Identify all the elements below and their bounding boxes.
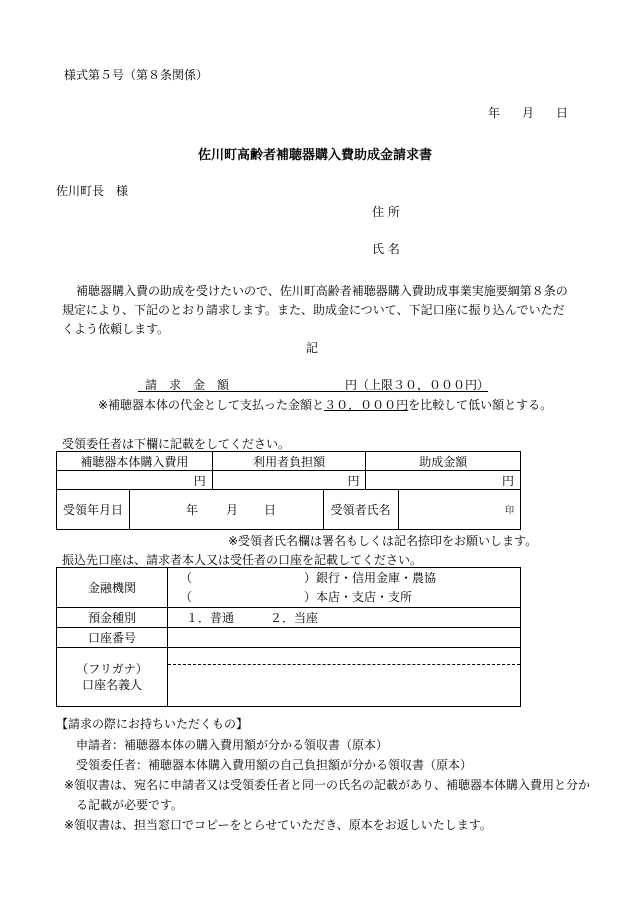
account-holder-label	[57, 648, 168, 707]
account-number-field[interactable]	[168, 628, 521, 648]
institution-row	[57, 568, 521, 608]
form-number: 様式第５号（第８条関係）	[64, 68, 209, 82]
receipt-note-2: ※領収書は、担当窓口でコピーをとらせていただき、原本をお返しいたします。	[64, 818, 492, 832]
bank-intro: 振込先口座は、請求者本人又は受任者の口座を記載してください。	[62, 553, 423, 567]
date-day-label: 日	[556, 106, 569, 120]
purchase-cost-header: 補聴器本体購入費用	[57, 452, 213, 471]
claim-amount-suffix: 円（上限３０，０００円）	[345, 378, 490, 392]
account-holder-row	[57, 648, 521, 707]
holder-input-area[interactable]	[168, 665, 520, 706]
bring-items-title: 【請求の際にお持ちいただくもの】	[56, 717, 249, 731]
institution-label: 金融機関	[57, 568, 168, 608]
request-paragraph-line2: 規定により、下記のとおり請求します。また、助成金について、下記口座に振り込んでいただ	[62, 303, 565, 317]
name-label: 氏 名	[372, 242, 400, 256]
receipt-year: 年	[186, 503, 199, 517]
claim-amount-label: 請 求 金 額	[145, 378, 230, 392]
user-burden-header: 利用者負担額	[212, 452, 366, 471]
receipt-date-field[interactable]	[130, 490, 324, 530]
seal-mark: 印	[504, 506, 514, 516]
applicant-requirement: 申請者：補聴器本体の購入費用額が分かる領収書（原本）	[76, 738, 389, 752]
deposit-type-label: 預金種別	[57, 608, 168, 628]
inst-open-paren: （	[180, 570, 193, 585]
deposit-row	[57, 608, 521, 628]
deposit-type-field[interactable]	[168, 608, 521, 628]
delegate-intro: 受領委任者は下欄に記載をしてください。	[62, 437, 291, 451]
receipt-day: 日	[264, 503, 277, 517]
cost-table-value-row	[57, 471, 521, 490]
addressee: 佐川町長 様	[56, 184, 129, 198]
receipt-date-label: 受領年月日	[57, 490, 130, 530]
recipient-name-label: 受領者氏名	[323, 490, 398, 530]
purchase-cost-field[interactable]	[57, 471, 213, 490]
cost-table	[56, 451, 521, 490]
subsidy-amount-header: 助成金額	[366, 452, 521, 471]
note-suffix: を比較して低い額とする。	[408, 398, 553, 412]
bank-account-table	[56, 567, 521, 707]
yen-unit: 円	[501, 473, 514, 488]
receipt-month: 月	[226, 503, 239, 517]
bank-type-options: ）銀行・信用金庫・農協	[304, 570, 437, 585]
user-burden-field[interactable]	[212, 471, 366, 490]
furigana-label: （フリガナ）	[76, 662, 148, 676]
holder-label: 口座名義人	[81, 678, 142, 692]
date-year-label: 年	[488, 106, 501, 120]
recipient-footnote: ※受領者氏名欄は署名もしくは記名捺印をお願いします。	[228, 534, 538, 548]
request-paragraph-line3: くよう依頼します。	[62, 322, 170, 336]
delegate-requirement: 受領委任者：補聴器本体購入費用額の自己負担額が分かる領収書（原本）	[76, 758, 473, 772]
note-amount: ３０，０００円	[324, 398, 409, 412]
account-number-row	[57, 628, 521, 648]
recipient-name-field[interactable]	[398, 490, 520, 530]
account-number-label: 口座番号	[57, 628, 168, 648]
request-paragraph-line1: 補聴器購入費の助成を受けたいので、佐川町高齢者補聴器購入費助成事業実施要綱第８条の	[76, 284, 568, 298]
deposit-type-options: １．普通 ２．当座	[186, 611, 319, 625]
account-holder-field[interactable]	[168, 648, 521, 707]
institution-field[interactable]	[168, 568, 521, 608]
page-title: 佐川町高齢者補聴器購入費助成金請求書	[197, 148, 432, 163]
yen-unit: 円	[347, 473, 360, 488]
receipt-note-1-line2: る記載が必要です。	[76, 798, 184, 812]
note-prefix: ※補聴器本体の代金として支払った金額と	[98, 398, 325, 412]
inst-open-paren: （	[180, 589, 193, 604]
branch-type-options: ）本店・支店・支所	[304, 589, 413, 604]
receipt-row	[57, 490, 521, 530]
receipt-table	[56, 489, 521, 530]
cost-table-header-row	[57, 452, 521, 471]
subsidy-amount-field[interactable]	[366, 471, 521, 490]
date-month-label: 月	[522, 106, 535, 120]
furigana-input-line[interactable]	[168, 648, 520, 665]
receipt-note-1-line1: ※領収書は、宛名に申請者又は受領委任者と同一の氏名の記載があり、補聴器本体購入費用と分か	[64, 778, 591, 792]
yen-unit: 円	[193, 473, 206, 488]
ki-marker: 記	[306, 341, 319, 355]
claim-amount-note	[98, 396, 552, 413]
address-label: 住 所	[372, 205, 400, 219]
